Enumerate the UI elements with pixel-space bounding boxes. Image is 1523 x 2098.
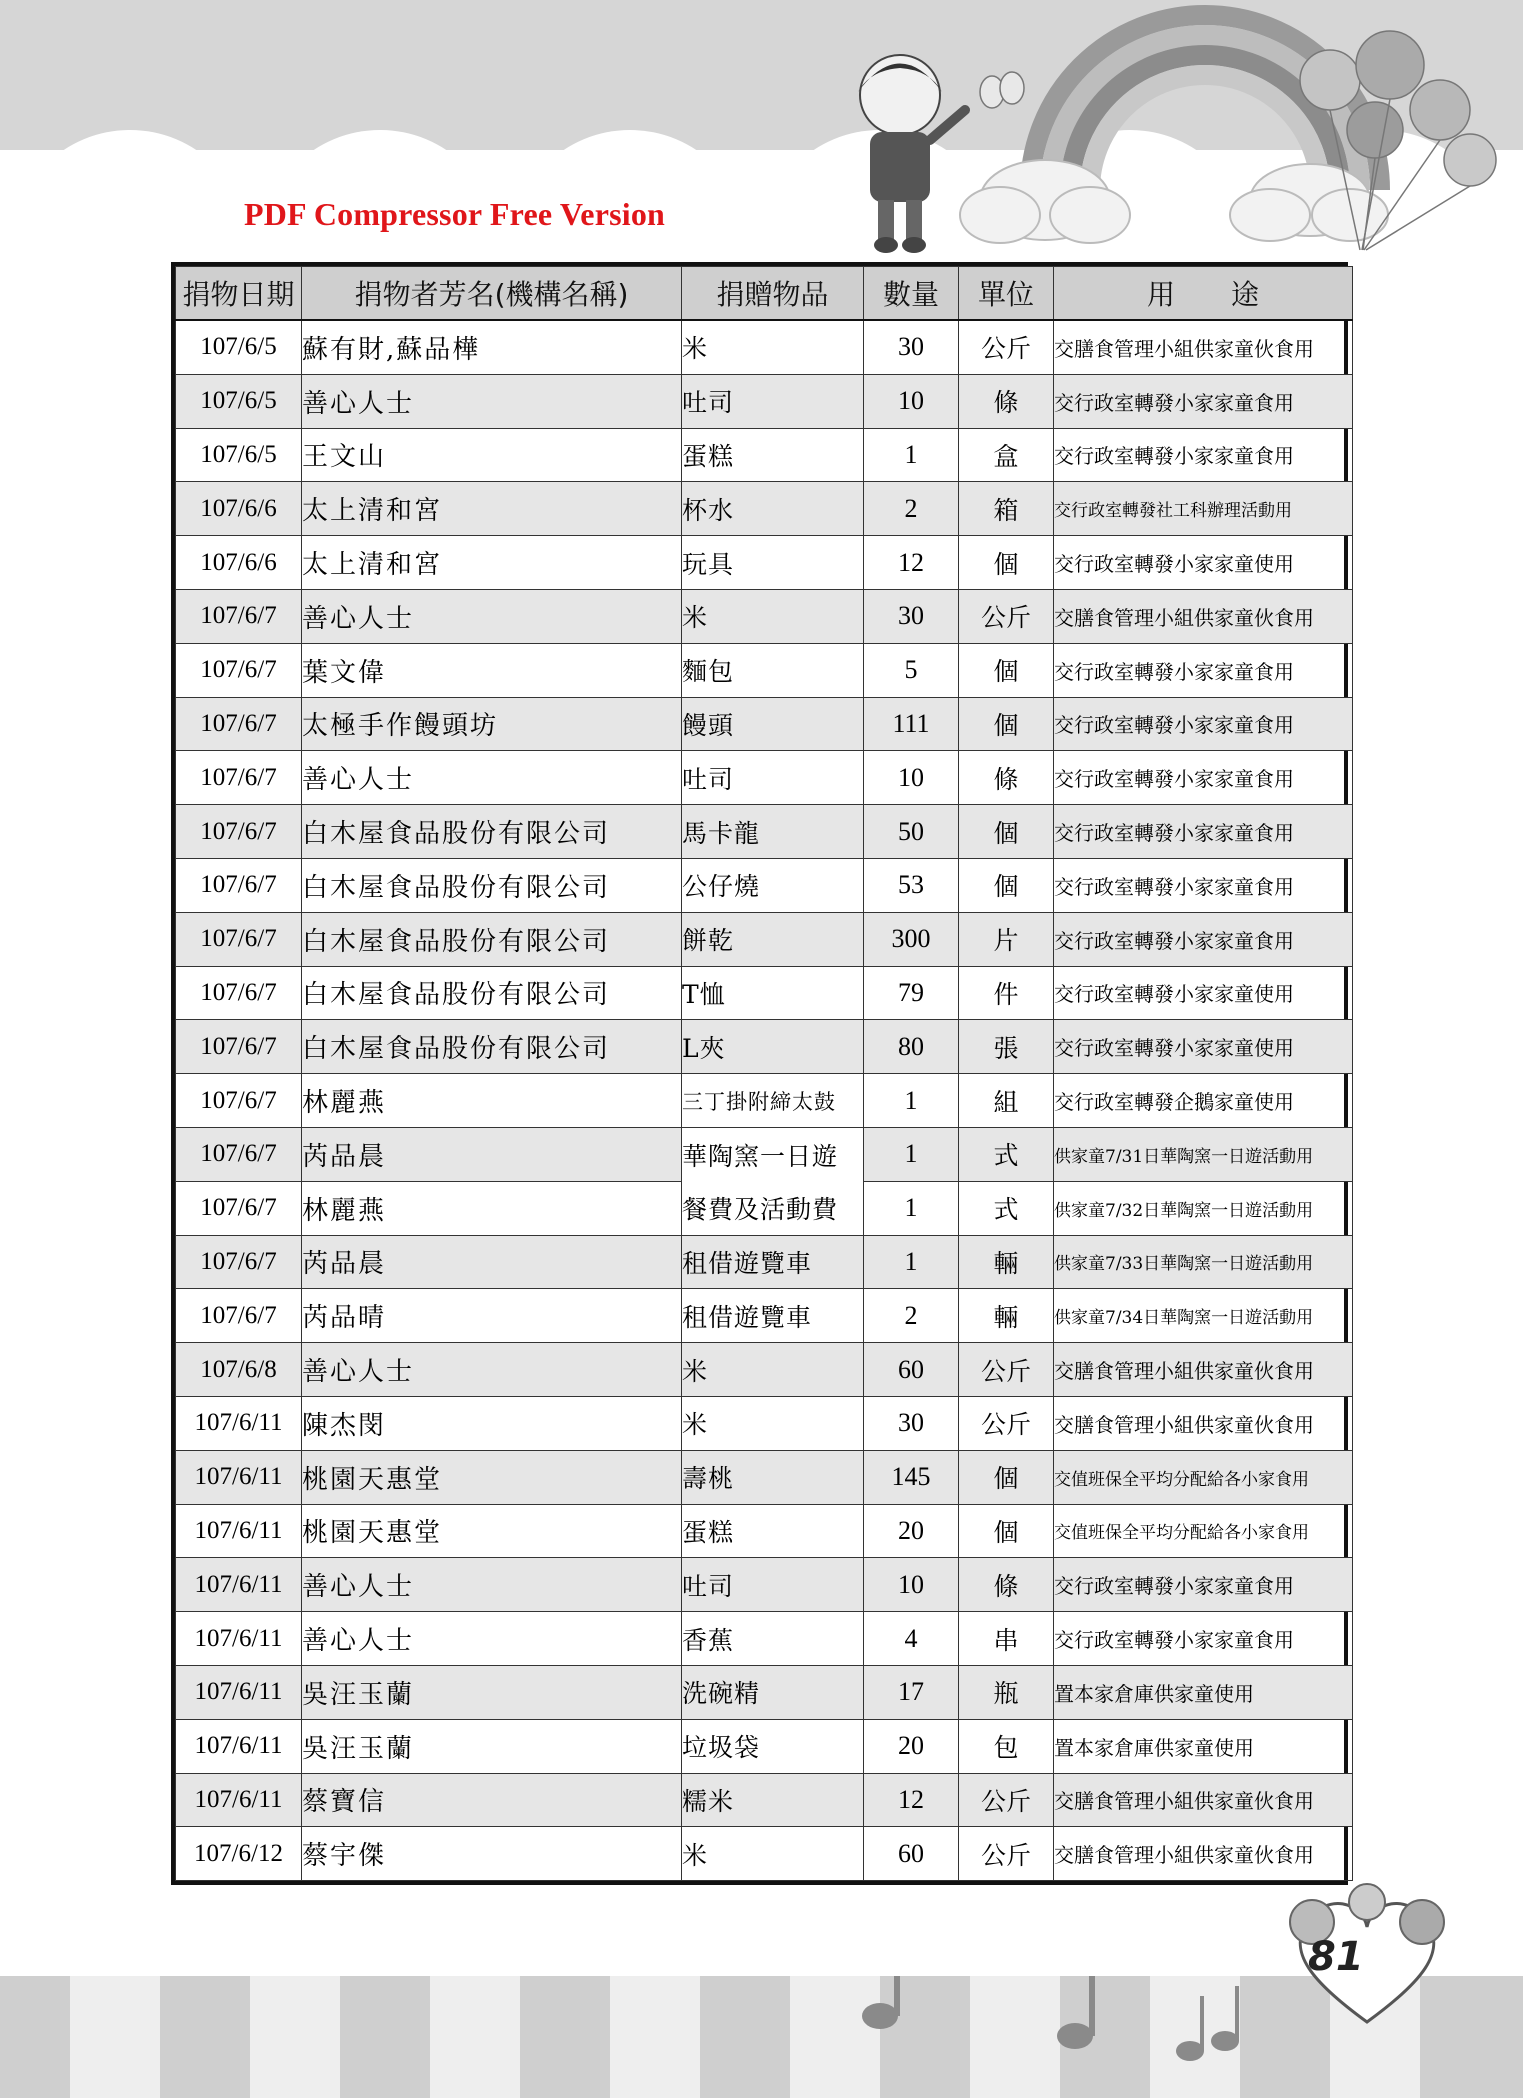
cell-usage: 交行政室轉發社工科辦理活動用	[1054, 482, 1353, 536]
cell-donor: 太上清和宮	[302, 536, 682, 590]
cell-unit: 公斤	[959, 1343, 1054, 1397]
cell-donor: 善心人士	[302, 751, 682, 805]
cell-quantity: 17	[864, 1665, 959, 1719]
cell-item: 米	[682, 1827, 864, 1881]
cell-quantity: 30	[864, 320, 959, 374]
table-row	[176, 858, 1353, 912]
cell-donor: 葉文偉	[302, 643, 682, 697]
cell-date: 107/6/7	[176, 1020, 302, 1074]
cell-item: 蛋糕	[682, 1504, 864, 1558]
cell-unit: 盒	[959, 428, 1054, 482]
cell-date: 107/6/11	[176, 1612, 302, 1666]
header-quantity: 數量	[864, 267, 959, 321]
cell-item: 三丁掛附締太鼓	[682, 1074, 864, 1128]
cell-unit: 公斤	[959, 589, 1054, 643]
cell-donor: 王文山	[302, 428, 682, 482]
header-usage: 用 途	[1054, 267, 1353, 321]
cell-quantity: 50	[864, 805, 959, 859]
cell-usage: 置本家倉庫供家童使用	[1054, 1719, 1353, 1773]
cell-donor: 白木屋食品股份有限公司	[302, 1020, 682, 1074]
cell-date: 107/6/12	[176, 1827, 302, 1881]
table-row	[176, 589, 1353, 643]
cell-item: 米	[682, 1343, 864, 1397]
cell-donor: 善心人士	[302, 1343, 682, 1397]
cell-unit: 個	[959, 643, 1054, 697]
cell-donor: 白木屋食品股份有限公司	[302, 966, 682, 1020]
cell-quantity: 12	[864, 536, 959, 590]
cell-item: 麵包	[682, 643, 864, 697]
cell-usage: 供家童7/33日華陶窯一日遊活動用	[1054, 1235, 1353, 1289]
table-row	[176, 1612, 1353, 1666]
table-header-row	[176, 267, 1353, 321]
cell-item: 餐費及活動費	[682, 1181, 864, 1235]
table-row	[176, 805, 1353, 859]
cell-unit: 瓶	[959, 1665, 1054, 1719]
cell-quantity: 1	[864, 1127, 959, 1181]
cell-donor: 芮品晨	[302, 1127, 682, 1181]
cell-donor: 蘇有財,蘇品樺	[302, 320, 682, 374]
cell-unit: 條	[959, 751, 1054, 805]
cell-unit: 輛	[959, 1289, 1054, 1343]
cell-usage: 交行政室轉發小家家童食用	[1054, 912, 1353, 966]
table-row	[176, 536, 1353, 590]
cell-usage: 供家童7/31日華陶窯一日遊活動用	[1054, 1127, 1353, 1181]
table-row	[176, 1181, 1353, 1235]
cell-usage: 交膳食管理小組供家童伙食用	[1054, 320, 1353, 374]
page-number: 81	[1308, 1934, 1364, 1980]
cell-quantity: 60	[864, 1343, 959, 1397]
cell-quantity: 300	[864, 912, 959, 966]
table-row	[176, 1665, 1353, 1719]
cell-item: 垃圾袋	[682, 1719, 864, 1773]
header-unit: 單位	[959, 267, 1054, 321]
cell-usage: 交值班保全平均分配給各小家食用	[1054, 1450, 1353, 1504]
cell-donor: 蔡宇傑	[302, 1827, 682, 1881]
cell-date: 107/6/7	[176, 1181, 302, 1235]
cell-donor: 善心人士	[302, 374, 682, 428]
cell-item: 杯水	[682, 482, 864, 536]
cell-unit: 公斤	[959, 320, 1054, 374]
cell-item: 壽桃	[682, 1450, 864, 1504]
cell-date: 107/6/6	[176, 536, 302, 590]
cell-date: 107/6/11	[176, 1450, 302, 1504]
cell-usage: 交膳食管理小組供家童伙食用	[1054, 1396, 1353, 1450]
cell-date: 107/6/5	[176, 374, 302, 428]
header-donor: 捐物者芳名(機構名稱)	[302, 267, 682, 321]
cell-quantity: 1	[864, 1181, 959, 1235]
cell-item: 華陶窯一日遊	[682, 1127, 864, 1181]
cell-donor: 白木屋食品股份有限公司	[302, 805, 682, 859]
cell-usage: 交值班保全平均分配給各小家食用	[1054, 1504, 1353, 1558]
cell-date: 107/6/7	[176, 1074, 302, 1128]
cell-usage: 交行政室轉發小家家童食用	[1054, 643, 1353, 697]
cell-donor: 蔡寶信	[302, 1773, 682, 1827]
cell-quantity: 1	[864, 1074, 959, 1128]
cell-item: 吐司	[682, 374, 864, 428]
cell-donor: 林麗燕	[302, 1074, 682, 1128]
cell-quantity: 60	[864, 1827, 959, 1881]
cell-donor: 善心人士	[302, 1558, 682, 1612]
cell-donor: 善心人士	[302, 589, 682, 643]
cell-unit: 片	[959, 912, 1054, 966]
cell-usage: 交膳食管理小組供家童伙食用	[1054, 1343, 1353, 1397]
table-row	[176, 1719, 1353, 1773]
cell-usage: 交行政室轉發小家家童使用	[1054, 966, 1353, 1020]
header-item: 捐贈物品	[682, 267, 864, 321]
cell-date: 107/6/6	[176, 482, 302, 536]
cell-quantity: 79	[864, 966, 959, 1020]
cell-item: 蛋糕	[682, 428, 864, 482]
cell-donor: 桃園天惠堂	[302, 1504, 682, 1558]
cell-unit: 個	[959, 858, 1054, 912]
table-row	[176, 1020, 1353, 1074]
cell-unit: 個	[959, 1450, 1054, 1504]
cell-quantity: 30	[864, 1396, 959, 1450]
table-row	[176, 320, 1353, 374]
table-row	[176, 428, 1353, 482]
cell-donor: 陳杰閔	[302, 1396, 682, 1450]
cell-usage: 交行政室轉發小家家童食用	[1054, 1612, 1353, 1666]
cell-usage: 交行政室轉發小家家童使用	[1054, 1020, 1353, 1074]
cell-quantity: 1	[864, 1235, 959, 1289]
cell-item: 公仔燒	[682, 858, 864, 912]
cell-quantity: 20	[864, 1504, 959, 1558]
cell-quantity: 145	[864, 1450, 959, 1504]
cell-date: 107/6/7	[176, 643, 302, 697]
cell-date: 107/6/7	[176, 589, 302, 643]
cell-unit: 個	[959, 536, 1054, 590]
cell-unit: 串	[959, 1612, 1054, 1666]
cell-donor: 芮品晨	[302, 1235, 682, 1289]
cell-donor: 林麗燕	[302, 1181, 682, 1235]
header-date: 捐物日期	[176, 267, 302, 321]
cell-quantity: 10	[864, 751, 959, 805]
cell-usage: 交膳食管理小組供家童伙食用	[1054, 589, 1353, 643]
cell-unit: 個	[959, 697, 1054, 751]
table-row	[176, 374, 1353, 428]
cell-date: 107/6/11	[176, 1665, 302, 1719]
cell-item: 米	[682, 320, 864, 374]
cell-usage: 交行政室轉發小家家童食用	[1054, 428, 1353, 482]
cell-date: 107/6/11	[176, 1396, 302, 1450]
cell-quantity: 5	[864, 643, 959, 697]
cell-date: 107/6/11	[176, 1558, 302, 1612]
cell-donor: 芮品晴	[302, 1289, 682, 1343]
cell-unit: 式	[959, 1127, 1054, 1181]
cell-item: 馬卡龍	[682, 805, 864, 859]
cell-unit: 箱	[959, 482, 1054, 536]
table-row	[176, 1127, 1353, 1181]
cell-unit: 公斤	[959, 1773, 1054, 1827]
cell-usage: 交行政室轉發企鵝家童使用	[1054, 1074, 1353, 1128]
cell-usage: 交膳食管理小組供家童伙食用	[1054, 1827, 1353, 1881]
cell-unit: 公斤	[959, 1396, 1054, 1450]
cell-unit: 式	[959, 1181, 1054, 1235]
table-row	[176, 1235, 1353, 1289]
cell-unit: 輛	[959, 1235, 1054, 1289]
cell-usage: 交行政室轉發小家家童食用	[1054, 805, 1353, 859]
table-row	[176, 1450, 1353, 1504]
cell-unit: 條	[959, 1558, 1054, 1612]
cell-usage: 供家童7/34日華陶窯一日遊活動用	[1054, 1289, 1353, 1343]
cell-unit: 張	[959, 1020, 1054, 1074]
cell-quantity: 10	[864, 1558, 959, 1612]
cell-date: 107/6/7	[176, 912, 302, 966]
cell-date: 107/6/7	[176, 966, 302, 1020]
cell-usage: 交行政室轉發小家家童食用	[1054, 374, 1353, 428]
table-row	[176, 482, 1353, 536]
cell-unit: 公斤	[959, 1827, 1054, 1881]
cell-quantity: 1	[864, 428, 959, 482]
cell-item: 米	[682, 589, 864, 643]
cell-date: 107/6/7	[176, 1127, 302, 1181]
cell-donor: 吳汪玉蘭	[302, 1719, 682, 1773]
cell-quantity: 53	[864, 858, 959, 912]
cell-usage: 交膳食管理小組供家童伙食用	[1054, 1773, 1353, 1827]
cell-date: 107/6/11	[176, 1773, 302, 1827]
cell-date: 107/6/11	[176, 1719, 302, 1773]
cell-quantity: 2	[864, 1289, 959, 1343]
table-body	[176, 320, 1353, 1881]
cell-usage: 置本家倉庫供家童使用	[1054, 1665, 1353, 1719]
table-row	[176, 1289, 1353, 1343]
cell-item: T恤	[682, 966, 864, 1020]
cell-item: 租借遊覽車	[682, 1235, 864, 1289]
cell-quantity: 20	[864, 1719, 959, 1773]
cell-item: 洗碗精	[682, 1665, 864, 1719]
cell-item: 吐司	[682, 751, 864, 805]
cell-quantity: 12	[864, 1773, 959, 1827]
cell-quantity: 10	[864, 374, 959, 428]
table-row	[176, 1343, 1353, 1397]
cell-item: 糯米	[682, 1773, 864, 1827]
donation-table-container	[171, 262, 1348, 1885]
table-row	[176, 751, 1353, 805]
cell-usage: 交行政室轉發小家家童食用	[1054, 1558, 1353, 1612]
cell-usage: 交行政室轉發小家家童食用	[1054, 751, 1353, 805]
table-row	[176, 1558, 1353, 1612]
cell-usage: 交行政室轉發小家家童使用	[1054, 536, 1353, 590]
cell-date: 107/6/5	[176, 428, 302, 482]
cell-item: 玩具	[682, 536, 864, 590]
table-row	[176, 912, 1353, 966]
cell-date: 107/6/7	[176, 1289, 302, 1343]
donation-table	[175, 266, 1353, 1881]
cell-donor: 白木屋食品股份有限公司	[302, 858, 682, 912]
cell-date: 107/6/8	[176, 1343, 302, 1397]
watermark-text: PDF Compressor Free Version	[244, 196, 666, 232]
cell-quantity: 111	[864, 697, 959, 751]
cell-date: 107/6/5	[176, 320, 302, 374]
cell-quantity: 4	[864, 1612, 959, 1666]
cell-unit: 件	[959, 966, 1054, 1020]
table-row	[176, 697, 1353, 751]
cell-unit: 條	[959, 374, 1054, 428]
table-row	[176, 1827, 1353, 1881]
cell-item: 吐司	[682, 1558, 864, 1612]
cell-donor: 吳汪玉蘭	[302, 1665, 682, 1719]
table-row	[176, 1773, 1353, 1827]
cell-usage: 供家童7/32日華陶窯一日遊活動用	[1054, 1181, 1353, 1235]
cell-donor: 太極手作饅頭坊	[302, 697, 682, 751]
cell-date: 107/6/7	[176, 805, 302, 859]
cell-unit: 包	[959, 1719, 1054, 1773]
table-row	[176, 1396, 1353, 1450]
table-row	[176, 1504, 1353, 1558]
cell-donor: 白木屋食品股份有限公司	[302, 912, 682, 966]
cell-date: 107/6/7	[176, 697, 302, 751]
cell-unit: 個	[959, 805, 1054, 859]
cell-item: L夾	[682, 1020, 864, 1074]
table-row	[176, 1074, 1353, 1128]
cell-item: 饅頭	[682, 697, 864, 751]
cell-unit: 個	[959, 1504, 1054, 1558]
header-illustration	[0, 0, 1523, 260]
cell-date: 107/6/11	[176, 1504, 302, 1558]
cell-item: 米	[682, 1396, 864, 1450]
cell-item: 餅乾	[682, 912, 864, 966]
cell-item: 香蕉	[682, 1612, 864, 1666]
table-row	[176, 966, 1353, 1020]
cell-usage: 交行政室轉發小家家童食用	[1054, 858, 1353, 912]
cell-donor: 桃園天惠堂	[302, 1450, 682, 1504]
cell-date: 107/6/7	[176, 1235, 302, 1289]
cell-date: 107/6/7	[176, 858, 302, 912]
cell-quantity: 30	[864, 589, 959, 643]
cell-date: 107/6/7	[176, 751, 302, 805]
cell-donor: 太上清和宮	[302, 482, 682, 536]
cell-usage: 交行政室轉發小家家童食用	[1054, 697, 1353, 751]
cell-quantity: 2	[864, 482, 959, 536]
cell-unit: 組	[959, 1074, 1054, 1128]
table-row	[176, 643, 1353, 697]
cell-donor: 善心人士	[302, 1612, 682, 1666]
cell-item: 租借遊覽車	[682, 1289, 864, 1343]
cell-quantity: 80	[864, 1020, 959, 1074]
